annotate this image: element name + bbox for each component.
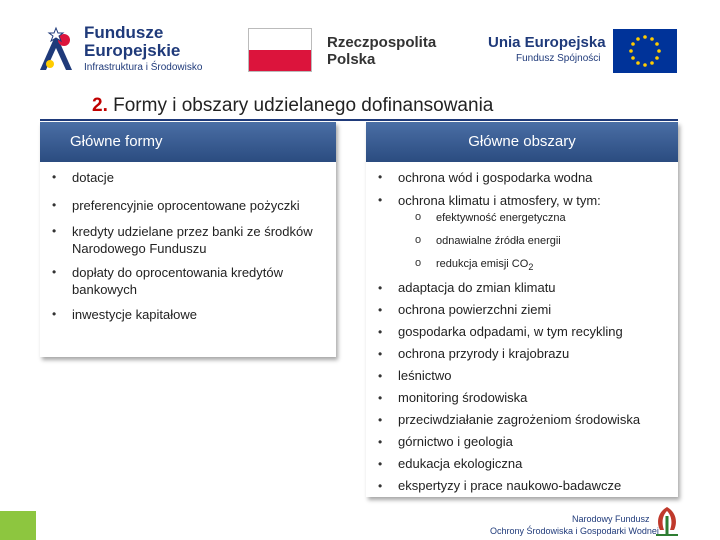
- sub-item-efficiency: efektywność energetyczna: [436, 212, 566, 224]
- ue-logo-line1: Unia Europejska: [488, 34, 606, 51]
- area-item-soil: ochrona powierzchni ziemi: [398, 302, 552, 317]
- bullet: •: [378, 170, 383, 184]
- rzeczpospolita-polska-logo: [327, 34, 436, 68]
- eu-flag-icon: [613, 29, 677, 73]
- fe-logo-line1: Fundusze: [84, 23, 164, 42]
- nfosigw-logo-line2: Ochrony Środowiska i Gospodarki Wodnej: [490, 526, 659, 536]
- sub-item-renewables: odnawialne źródła energii: [436, 235, 561, 247]
- rp-logo-line2: Polska: [327, 51, 376, 68]
- bullet: •: [378, 281, 383, 295]
- area-item-monitoring: monitoring środowiska: [398, 390, 528, 405]
- ue-logo-line2: Fundusz Spójności: [516, 53, 601, 64]
- area-item-adaptation: adaptacja do zmian klimatu: [398, 280, 556, 295]
- bullet: •: [378, 303, 383, 317]
- nfosigw-logo-line1: Narodowy Fundusz: [572, 514, 650, 524]
- title-text: Formy i obszary udzielanego dofinansowania: [107, 95, 494, 116]
- fe-logo-line3: Infrastruktura i Środowisko: [84, 62, 203, 73]
- bullet: •: [378, 413, 383, 427]
- title-divider: [40, 119, 678, 121]
- sub-bullet: o: [415, 257, 422, 269]
- area-item-research: ekspertyzy i prace naukowo-badawcze: [398, 478, 622, 493]
- bullet: •: [52, 170, 57, 184]
- area-item-mining: górnictwo i geologia: [398, 434, 513, 449]
- bullet: •: [52, 265, 57, 279]
- area-item-education: edukacja ekologiczna: [398, 456, 523, 471]
- nfosigw-tree-icon: [650, 504, 684, 538]
- sub-item-co2-subscript: 2: [528, 262, 534, 273]
- form-item-grant: dotacje: [72, 170, 114, 185]
- form-item-equity: inwestycje kapitałowe: [72, 307, 198, 322]
- bullet: •: [378, 347, 383, 361]
- title-number: 2.: [92, 95, 108, 116]
- bullet: •: [378, 457, 383, 471]
- form-item-credits-line1: kredyty udzielane przez banki ze środków: [72, 224, 313, 239]
- area-item-hazards: przeciwdziałanie zagrożeniom środowiska: [398, 412, 641, 427]
- sub-item-co2: [436, 258, 533, 272]
- fundusze-europejskie-logo: [38, 22, 228, 78]
- form-item-subsidies-line1: dopłaty do oprocentowania kredytów: [72, 265, 284, 280]
- footer-green-block: [0, 511, 36, 540]
- sub-bullet: o: [415, 234, 422, 246]
- area-item-waste: gospodarka odpadami, w tym recykling: [398, 324, 623, 339]
- areas-heading: Główne obszary: [366, 122, 678, 162]
- area-item-water: ochrona wód i gospodarka wodna: [398, 170, 593, 185]
- rp-logo-line1: Rzeczpospolita: [327, 34, 437, 51]
- sub-item-co2-text: redukcja emisji CO: [436, 258, 529, 270]
- forms-heading: Główne formy: [40, 122, 336, 162]
- area-item-climate: ochrona klimatu i atmosfery, w tym:: [398, 193, 601, 208]
- bullet: •: [378, 369, 383, 383]
- bullet: •: [52, 198, 57, 212]
- area-item-nature: ochrona przyrody i krajobrazu: [398, 346, 570, 361]
- sub-bullet: o: [415, 211, 422, 223]
- polish-flag-icon: [248, 28, 312, 72]
- bullet: •: [52, 307, 57, 321]
- form-item-credits-line2: Narodowego Funduszu: [72, 241, 207, 256]
- form-item-subsidies-line2: bankowych: [72, 282, 138, 297]
- fe-logo-line2: Europejskie: [84, 41, 181, 60]
- bullet: •: [378, 479, 383, 493]
- page-title: [92, 95, 493, 117]
- area-item-forestry: leśnictwo: [398, 368, 452, 383]
- bullet: •: [378, 435, 383, 449]
- fundusze-europejskie-mark-icon: [38, 26, 74, 72]
- bullet: •: [378, 325, 383, 339]
- form-item-loans: preferencyjnie oprocentowane pożyczki: [72, 198, 300, 213]
- bullet: •: [378, 391, 383, 405]
- bullet: •: [52, 224, 57, 238]
- bullet: •: [378, 193, 383, 207]
